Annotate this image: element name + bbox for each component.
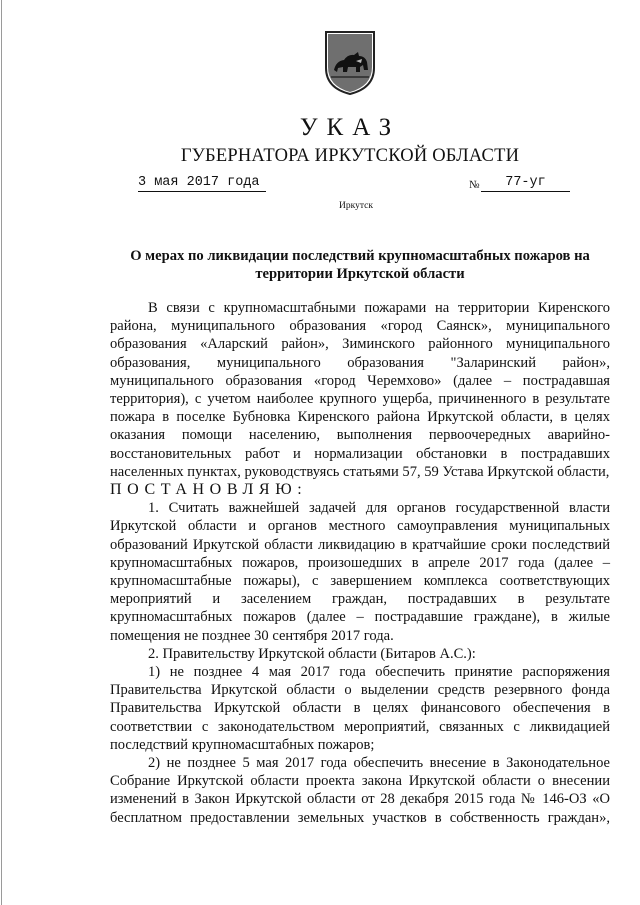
decree-word: ПОСТАНОВЛЯЮ:	[110, 481, 308, 499]
document-issuer: ГУБЕРНАТОРА ИРКУТСКОЙ ОБЛАСТИ	[180, 146, 520, 166]
clause-1: 1. Считать важнейшей задачей для органов государственной власти Иркутской области и органов местного самоуправления муниципальных образований Иркутской области ликвидацию в кратчайшие сроки последствий крупномасштабных пожаров, произошедших в апреле 2017 года (далее – крупномасштабные пожары), с завершением комплекса соответствующих мероприятий и заселением граждан, пострадавших в результате крупномасштабных пожаров (далее – пострадавшие граждане), в жилые помещения не позднее 30 сентября 2017 года.	[110, 500, 610, 644]
decree-heading: О мерах по ликвидации последствий крупномасштабных пожаров на территории Иркутской области	[130, 248, 590, 282]
decree-date: 3 мая 2017 года	[138, 174, 266, 192]
decree-body	[110, 299, 610, 827]
clause-2-subitem-2: 2) не позднее 5 мая 2017 года обеспечить внесение в Законодательное Собрание Иркутской области проекта закона Иркутской области о внесении изменений в Закон Иркутской области от 28 декабря 2015 года № 146-ОЗ «О бесплатном предоставлении земельных участков в собственность граждан»,	[110, 755, 610, 826]
irkutsk-coat-of-arms-icon	[322, 30, 378, 96]
decree-number: 77-уг	[481, 174, 570, 192]
preamble-paragraph: В связи с крупномасштабными пожарами на территории Киренского района, муниципального образования «город Саянск», муниципального образования «Аларский район», Зиминского районного муниципального образования, муниципального образования "Заларинский район», муниципального образования «город Черемхово» (далее – пострадавшая территория), с учетом наиболее крупного ущерба, причиненного в результате пожара в поселке Бубновка Киренского района Иркутской области, в целях оказания помощи населению, выполнения первоочередных аварийно-восстановительных работ и нормализации обстановки в пострадавших населенных пунктах, руководствуясь статьями 57, 59 Устава Иркутской области,	[110, 300, 610, 480]
clause-2-subitem-1: 1) не позднее 4 мая 2017 года обеспечить принятие распоряжения Правительства Иркутской области о выделении средств резервного фонда Правительства Иркутской области в целях финансового обеспечения в соответствии с законодательством мероприятий, связанных с ликвидацией последствий крупномасштабных пожаров;	[110, 664, 610, 753]
decree-number-label: №	[469, 179, 480, 191]
issue-city: Иркутск	[339, 201, 373, 211]
document-title: УКАЗ	[299, 114, 401, 141]
clause-2: 2. Правительству Иркутской области (Битаров А.С.):	[148, 645, 476, 662]
